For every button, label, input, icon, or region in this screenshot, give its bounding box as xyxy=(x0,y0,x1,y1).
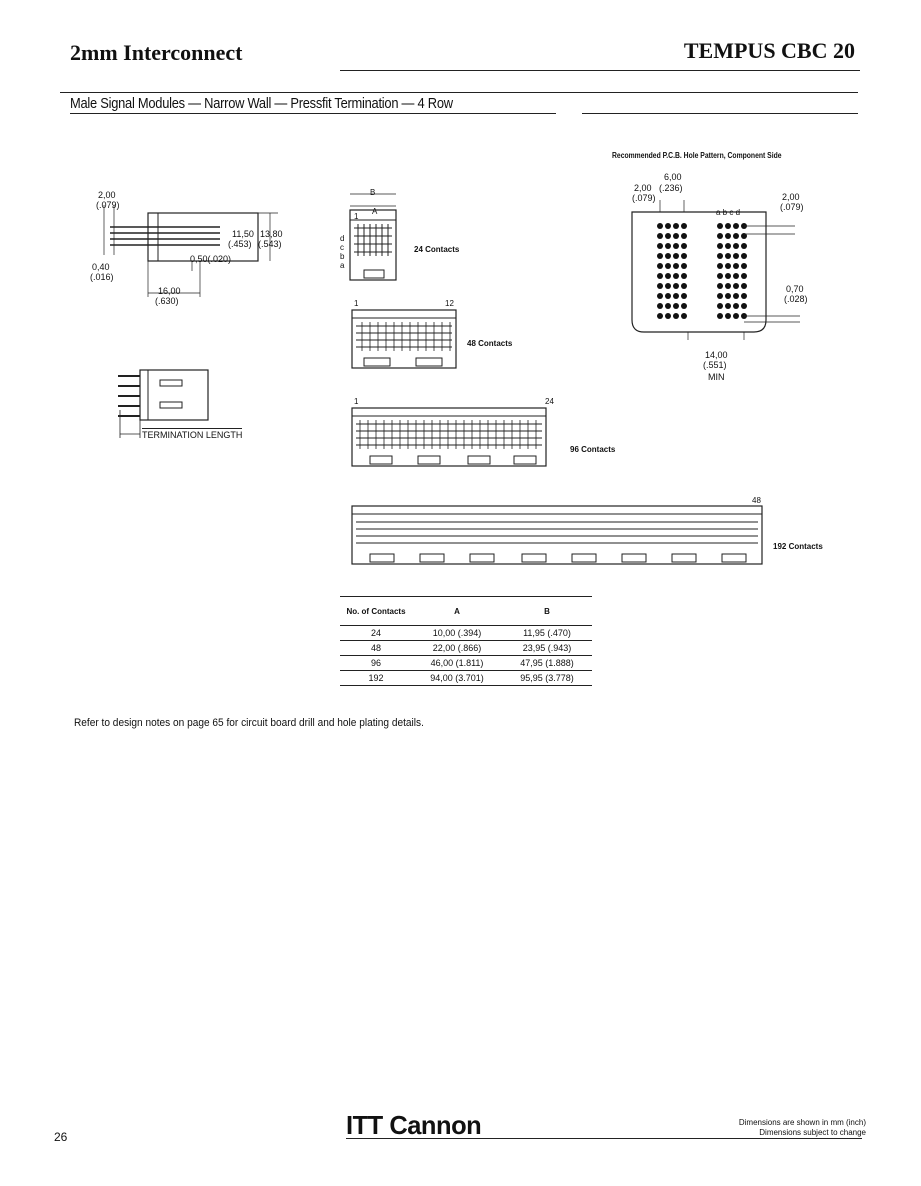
row-letter-c: c xyxy=(340,243,344,252)
subtitle-underline xyxy=(70,113,556,114)
table-cell: 94,00 (3.701) xyxy=(412,671,502,686)
module-192-end: 48 xyxy=(752,496,761,505)
module-96-label: 96 Contacts xyxy=(570,445,616,454)
module-96-start: 1 xyxy=(354,397,359,406)
module-48-start: 1 xyxy=(354,299,359,308)
pcb-hole-svg xyxy=(630,200,800,340)
pcb-dim-200b-in: (.079) xyxy=(780,202,804,212)
footer-logo: ITT Cannon xyxy=(346,1110,482,1140)
table-row xyxy=(340,641,592,656)
module-dim-a: A xyxy=(372,207,378,216)
header-right-title: TEMPUS CBC 20 xyxy=(683,38,855,63)
dim-len-in: (.630) xyxy=(155,296,179,306)
dimension-table-wrap xyxy=(340,596,592,686)
table-row xyxy=(340,626,592,641)
module-48-drawing xyxy=(350,306,460,372)
header-left-title: 2mm Interconnect xyxy=(70,40,243,65)
row-letter-b: b xyxy=(340,252,345,261)
table-cell: 96 xyxy=(340,656,412,671)
table-cell: 48 xyxy=(340,641,412,656)
pcb-dim-070: 0,70 xyxy=(786,284,804,294)
row-letter-d: d xyxy=(340,234,345,243)
module-96-drawing xyxy=(350,404,550,470)
pcb-hole-pattern xyxy=(630,200,800,340)
table-row xyxy=(340,671,592,686)
table-header-contacts: No. of Contacts xyxy=(346,606,406,616)
row-letter-a: a xyxy=(340,261,345,270)
pcb-title: Recommended P.C.B. Hole Pattern, Component Side xyxy=(612,151,782,160)
dim-left-in: (.016) xyxy=(90,272,114,282)
dim-top-in: (.079) xyxy=(96,200,120,210)
pcb-holes xyxy=(657,223,747,319)
table-cell: 46,00 (1.811) xyxy=(412,656,502,671)
table-cell: 192 xyxy=(340,671,412,686)
table-cell: 11,95 (.470) xyxy=(502,626,592,641)
header-rule-1 xyxy=(340,70,860,71)
dim-h1: 11,50 xyxy=(232,229,254,239)
section-subtitle: Male Signal Modules — Narrow Wall — Pressfit Termination — 4 Row xyxy=(70,95,453,112)
module-192-label: 192 Contacts xyxy=(773,542,823,551)
table-cell: 24 xyxy=(340,626,412,641)
pcb-dim-600-in: (.236) xyxy=(659,183,683,193)
page-number: 26 xyxy=(54,1130,68,1144)
pcb-dim-200a: 2,00 xyxy=(634,183,652,193)
table-cell: 23,95 (.943) xyxy=(502,641,592,656)
module-24-svg xyxy=(336,186,406,286)
table-header-a: A xyxy=(454,606,460,616)
table-header-row xyxy=(340,597,592,626)
module-24-pins xyxy=(354,224,392,256)
module-24-drawing xyxy=(336,186,406,286)
subtitle-rule-right xyxy=(582,113,858,114)
module-96-svg xyxy=(350,404,550,470)
pcb-dim-1400-in: (.551) xyxy=(703,360,727,370)
dim-left: 0,40 xyxy=(92,262,110,272)
footer-rule xyxy=(346,1138,862,1139)
table-cell: 95,95 (3.778) xyxy=(502,671,592,686)
dim-len: 16,00 xyxy=(158,286,181,296)
pcb-dim-1400: 14,00 xyxy=(705,350,728,360)
module-24-label: 24 Contacts xyxy=(414,245,460,254)
dimension-table xyxy=(340,596,592,686)
termination-length-label: TERMINATION LENGTH xyxy=(142,430,243,440)
pcb-dim-200a-in: (.079) xyxy=(632,193,656,203)
header-rule-2 xyxy=(60,92,858,93)
module-48-label: 48 Contacts xyxy=(467,339,513,348)
table-cell: 22,00 (.866) xyxy=(412,641,502,656)
dim-h2: 13,80 xyxy=(260,229,283,239)
pcb-dim-min: MIN xyxy=(708,372,725,382)
module-96-end: 24 xyxy=(545,397,554,406)
dim-h2-in: (.543) xyxy=(258,239,282,249)
module-48-end: 12 xyxy=(445,299,454,308)
table-header-b: B xyxy=(544,606,550,616)
module-dim-b: B xyxy=(370,188,376,197)
table-cell: 10,00 (.394) xyxy=(412,626,502,641)
design-note: Refer to design notes on page 65 for circuit board drill and hole plating details. xyxy=(74,717,424,729)
pcb-dim-200b: 2,00 xyxy=(782,192,800,202)
footer-disclaimer-2: Dimensions subject to change xyxy=(759,1128,866,1137)
dim-top: 2,00 xyxy=(98,190,116,200)
pcb-dim-070-in: (.028) xyxy=(784,294,808,304)
table-cell: 47,95 (1.888) xyxy=(502,656,592,671)
module-24-first-pin: 1 xyxy=(354,212,359,221)
module-48-svg xyxy=(350,306,460,372)
module-192-svg xyxy=(350,500,766,570)
pcb-dim-600: 6,00 xyxy=(664,172,682,182)
pcb-row-letters: a b c d xyxy=(716,208,741,217)
dim-h1-in: (.453) xyxy=(228,239,252,249)
dim-pin: 0,50(.020) xyxy=(190,254,232,264)
module-192-drawing xyxy=(350,500,766,570)
footer-disclaimer-1: Dimensions are shown in mm (inch) xyxy=(738,1118,866,1127)
table-row xyxy=(340,656,592,671)
